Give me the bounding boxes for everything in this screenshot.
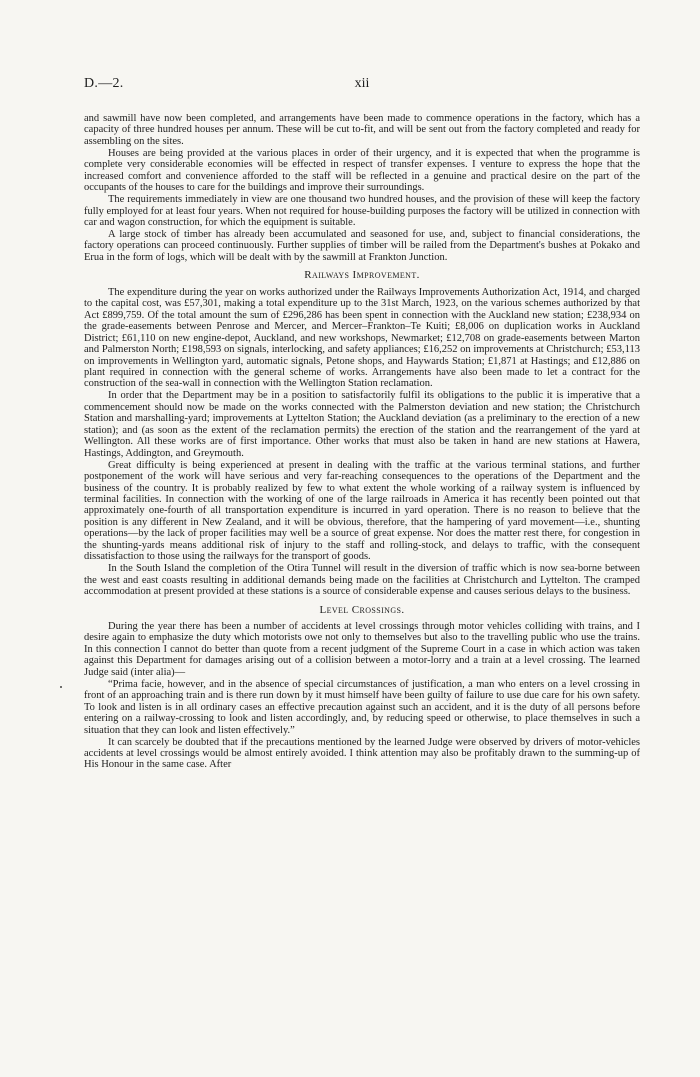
block-quote: “Prima facie, however, and in the absence of special circumstances of justification, a man who enters on a level crossing in front of an approaching train and is there run down by it must himself have been guilty of failure to use due care for his own safety. To look and listen is in all ordinary cases an effective precaution against such an accident, and it is the duty of all persons before entering on a railway-crossing to look and listen accordingly, and, by reducing speed or otherwise, to place themselves in such a situation that they can look and listen effectively.” (84, 678, 640, 736)
paragraph: During the year there has been a number of accidents at level crossings through motor vehicles colliding with trains, and I desire again to emphasize the duty which motorists owe not only to themselves but also to the travelling public who use the trains. In this connection I cannot do better than quote from a recent judgment of the Supreme Court in a case in which action was taken against this Department for damages arising out of a collision between a motor-lorry and a train at a level crossing. The learned Judge said (inter alia)— (84, 621, 640, 678)
paragraph: The expenditure during the year on works authorized under the Railways Improvements Authorization Act, 1914, and charged to the capital cost, was £57,301, making a total expenditure up to the 31st March, 1923, on the various schemes authorized by that Act £899,759. Of the total amount the sum of £296,286 has been spent in connection with the Auckland new station; £238,934 on the grade-easements between Penrose and Mercer, and Mercer–Frankton–Te Kuiti; £8,006 on duplication works in Auckland District; £61,110 on new engine-depot, Auckland, and new workshops, Newmarket; £12,708 on grade-easements between Marton and Palmerston North; £198,593 on signals, interlocking, and safety appliances; £16,252 on improvements at Christchurch; £53,113 on improvements in Wellington yard, automatic signals, Petone shops, and Haywards Station; £1,871 at Hastings; and £12,886 on plant required in connection with the general scheme of works. Arrangements have also been made to let a contract for the construction of the sea-wall in connection with the Wellington Station reclamation. (84, 286, 640, 390)
paragraph: It can scarcely be doubted that if the precautions mentioned by the learned Judge were observed by drivers of motor-vehicles accidents at level crossings would be almost entirely avoided. I think attention may also be profitably drawn to the summing-up of His Honour in the same case. After (84, 736, 640, 771)
document-reference: D.—2. (84, 76, 124, 91)
page-number: xii (354, 76, 370, 91)
paragraph: A large stock of timber has already been accumulated and seasoned for use, and, subject to financial considerations, the factory operations can proceed continuously. Further supplies of timber will be railed from the Department's bushes at Pokako and Erua in the form of logs, which will be dealt with by the sawmill at Frankton Junction. (84, 229, 640, 263)
paragraph: In the South Island the completion of the Otira Tunnel will result in the diversion of traffic which is now sea-borne between the west and east coasts resulting in additional demands being made on the facilities at Christchurch and Lyttelton. The cramped accommodation at present provided at these stations is a source of considerable expense and causes serious delays to the business. (84, 563, 640, 598)
paragraph: and sawmill have now been completed, and arrangements have been made to commence operations in the factory, which has a capacity of three hundred houses per annum. These will be cut to-fit, and will be sent out from the factory completed and ready for assembling on the sites. (84, 113, 640, 147)
paragraph: Great difficulty is being experienced at present in dealing with the traffic at the various terminal stations, and further postponement of the work will have serious and very far-reaching consequences to the operations of the Department and the business of the country. It is probably realized by few to what extent the whole working of a railway system is influenced by terminal facilities. In connection with the working of one of the large railroads in America it has recently been pointed out that approximately one-fourth of all transportation expenditure is incurred in yard operation. There is no reason to believe that the position is any different in New Zealand, and it will be obvious, therefore, that the hampering of yard movement—i.e., shunting operations—by the lack of proper facilities may well be a source of great expense. Nor does the matter rest there, for congestion in the shunting-yards means additional risk of injury to the staff and rolling-stock, and delays to traffic, with the consequent dissatisfaction to those using the railways for the transport of goods. (84, 459, 640, 563)
section-heading: Railways Improvement. (304, 269, 420, 282)
section-heading: Level Crossings. (319, 603, 405, 616)
margin-mark (60, 686, 62, 688)
paragraph: In order that the Department may be in a position to satisfactorily fulfil its obligations to the public it is imperative that a commencement should now be made on the works connected with the Palmerston deviation and new station; the Christchurch Station and marshalling-yard; improvements at Lyttelton Station; the Auckland deviation (as a preliminary to the erection of a new station); and (as soon as the extent of the reclamation permits) the erection of the station and the rearrangement of the yard at Wellington. All these works are of first importance. Other works that must also be taken in hand are new stations at Hawera, Hastings, Addington, and Greymouth. (84, 390, 640, 459)
document-body (84, 113, 640, 771)
paragraph: The requirements immediately in view are one thousand two hundred houses, and the provision of these will keep the factory fully employed for at least four years. When not required for house-building purposes the factory will be utilized in connection with car and wagon construction, for which the equipment is suitable. (84, 194, 640, 229)
page-header (84, 76, 640, 92)
paragraph: Houses are being provided at the various places in order of their urgency, and it is expected that when the programme is complete very considerable economies will be effected in respect of transfer expenses. I venture to express the hope that the increased comfort and convenience afforded to the staff will be reflected in a genuine and practical desire on the part of the occupants of the houses to care for the buildings and improve their surroundings. (84, 147, 640, 194)
